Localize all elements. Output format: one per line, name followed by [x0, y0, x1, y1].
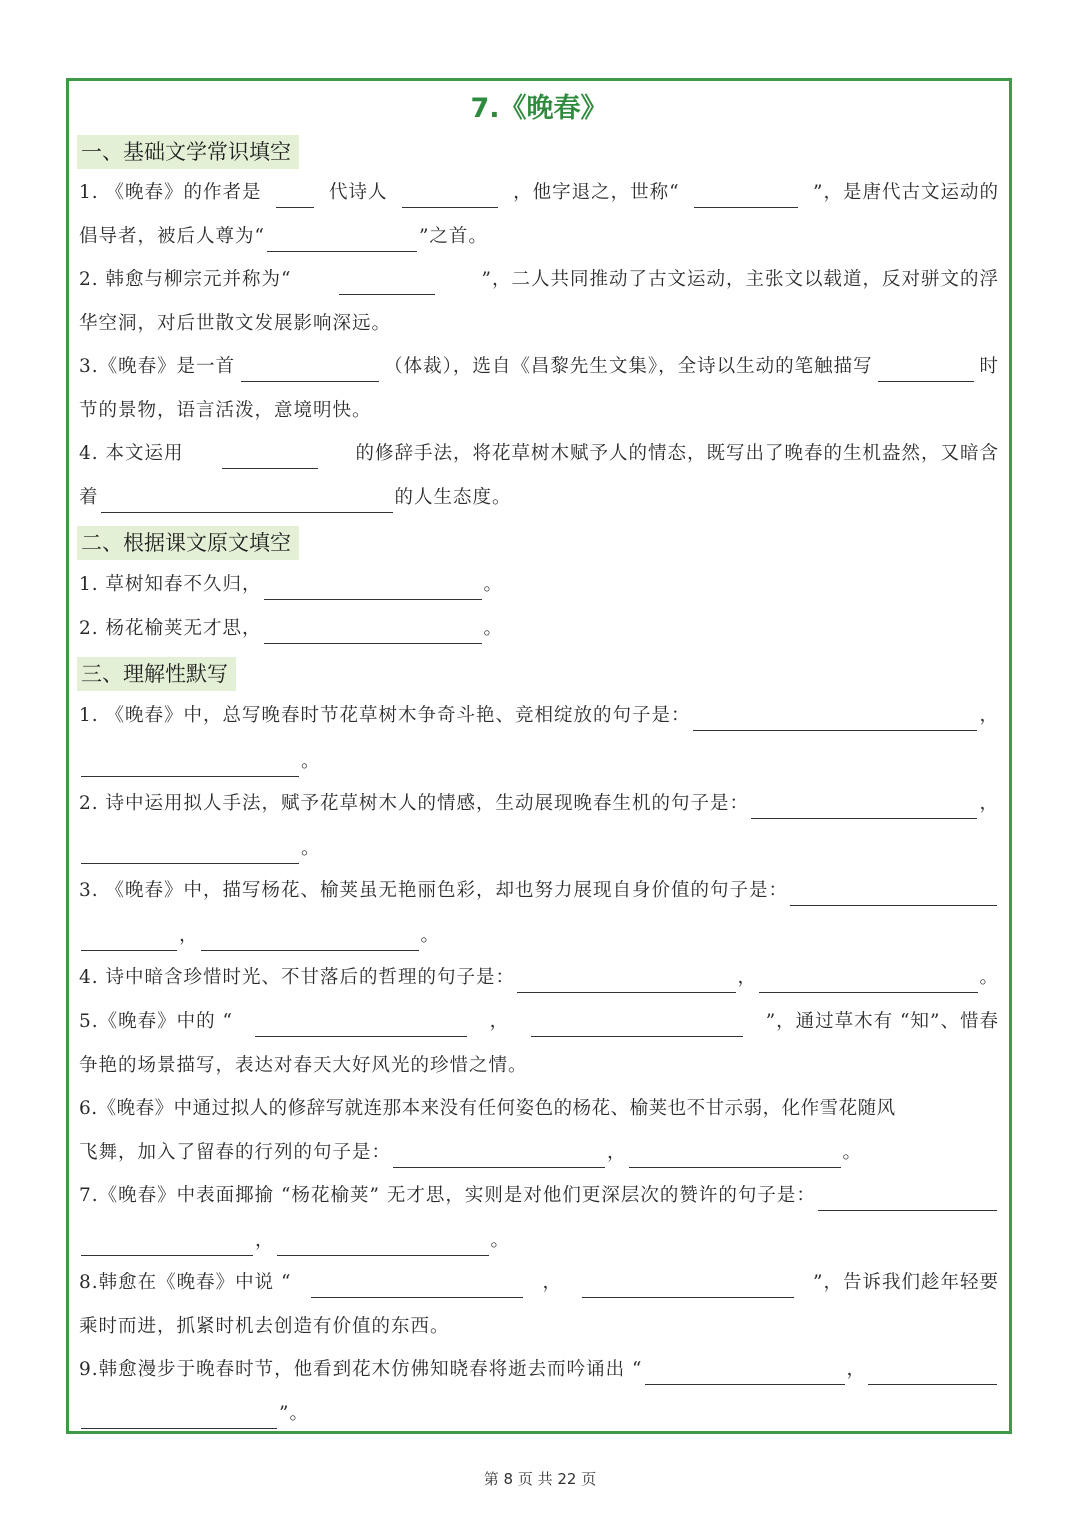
understand-9-line-2 [79, 1399, 999, 1429]
question-1-line-2 [79, 222, 999, 252]
answer-blank[interactable] [264, 621, 482, 644]
question-text: 。 [301, 838, 321, 859]
answer-blank[interactable] [81, 1233, 253, 1256]
answer-blank[interactable] [101, 490, 393, 513]
understand-6-line-2 [79, 1138, 999, 1168]
answer-blank[interactable] [241, 359, 379, 382]
question-text: ”。 [279, 1403, 309, 1424]
answer-blank[interactable] [878, 359, 974, 382]
question-3-line-2: 节的景物，语言活泼，意境明快。 [79, 400, 372, 421]
understand-4 [79, 963, 999, 993]
worksheet-frame [66, 78, 1012, 1434]
question-text: ， [489, 1011, 510, 1032]
question-text: ”，通过草木有 “知”、惜春 [765, 1011, 999, 1032]
question-text: 5.《晚春》中的 “ [79, 1011, 233, 1032]
question-text: ， [542, 1272, 563, 1293]
question-text: ， [979, 793, 999, 814]
answer-blank[interactable] [201, 928, 419, 951]
understand-3-line-1 [79, 876, 999, 906]
answer-blank[interactable] [255, 1014, 467, 1037]
question-text: 4. 本文运用 [79, 443, 184, 464]
question-text: 的修辞手法，将花草树木赋予人的情态，既写出了晚春的生机盎然，又暗含 [355, 443, 999, 464]
question-text: ”，告诉我们趁年轻要 [813, 1272, 999, 1293]
answer-blank[interactable] [751, 796, 977, 819]
answer-blank[interactable] [339, 272, 435, 295]
answer-blank[interactable] [81, 841, 299, 864]
question-text: 1. 草树知春不久归， [79, 574, 262, 595]
question-text: 2. 诗中运用拟人手法，赋予花草树木人的情感，生动展现晚春生机的句子是： [79, 793, 750, 814]
question-2-line-2: 华空洞，对后世散文发展影响深远。 [79, 313, 392, 334]
understand-2-line-2 [79, 834, 999, 864]
question-text: ”之首。 [418, 226, 488, 247]
question-text: ”，是唐代古文运动的 [813, 182, 999, 203]
section-heading-recite: 二、根据课文原文填空 [77, 526, 299, 560]
question-text: 。 [420, 925, 441, 946]
answer-blank[interactable] [645, 1362, 845, 1385]
understand-1-line-1 [79, 701, 999, 731]
answer-blank[interactable] [222, 446, 318, 469]
question-text: ， [846, 1359, 867, 1380]
answer-blank[interactable] [818, 1188, 997, 1211]
question-4-line-1 [79, 439, 999, 469]
understand-9-line-1 [79, 1355, 999, 1385]
answer-blank[interactable] [790, 883, 997, 906]
answer-blank[interactable] [311, 1275, 523, 1298]
question-text: 。 [842, 1142, 863, 1163]
understand-7-line-2 [79, 1226, 999, 1256]
answer-blank[interactable] [759, 970, 977, 993]
answer-blank[interactable] [81, 1406, 277, 1429]
answer-blank[interactable] [81, 928, 177, 951]
question-4-line-2 [79, 483, 999, 513]
question-text: 2. 韩愈与柳宗元并称为“ [79, 269, 292, 290]
understand-3-line-2 [79, 921, 999, 951]
answer-blank[interactable] [694, 185, 798, 208]
question-text: 飞舞，加入了留春的行列的句子是： [79, 1142, 392, 1163]
understand-6-line-1: 6.《晚春》中通过拟人的修辞写就连那本来没有任何姿色的杨花、榆荚也不甘示弱，化作雪花随风 [79, 1098, 896, 1119]
question-text: 3. 《晚春》中，描写杨花、榆荚虽无艳丽色彩，却也努力展现自身价值的句子是： [79, 880, 789, 901]
page-title: 7.《晚春》 [470, 93, 608, 124]
question-text: ， [737, 967, 758, 988]
question-text: ，他字退之，世称“ [513, 182, 680, 203]
question-2-line-1 [79, 265, 999, 295]
question-text: 7.《晚春》中表面揶揄 “杨花榆荚” 无才思，实则是对他们更深层次的赞许的句子是： [79, 1185, 816, 1206]
question-text: 1. 《晚春》中，总写晚春时节花草树木争奇斗艳、竞相绽放的句子是： [79, 705, 691, 726]
answer-blank[interactable] [277, 1233, 489, 1256]
page-footer: 第 8 页 共 22 页 [483, 1470, 597, 1488]
question-text: 的人生态度。 [394, 487, 512, 508]
question-text: 8.韩愈在《晚春》中说 “ [79, 1272, 292, 1293]
question-text: 代诗人 [329, 182, 388, 203]
fill-1 [79, 570, 999, 600]
question-text: ”，二人共同推动了古文运动，主张文以载道，反对骈文的浮 [481, 269, 999, 290]
question-text: 着 [79, 487, 99, 508]
question-text: 时 [979, 356, 999, 377]
understand-8-line-2: 乘时而进，抓紧时机去创造有价值的东西。 [79, 1316, 450, 1337]
question-1-line-1 [79, 178, 999, 208]
question-text: 3.《晚春》是一首 [79, 356, 236, 377]
question-text: 。 [301, 751, 321, 772]
question-3-line-1 [79, 352, 999, 382]
question-text: 倡导者，被后人尊为“ [79, 226, 265, 247]
answer-blank[interactable] [868, 1362, 997, 1385]
answer-blank[interactable] [267, 229, 417, 252]
fill-2 [79, 614, 999, 644]
answer-blank[interactable] [629, 1145, 841, 1168]
answer-blank[interactable] [264, 577, 482, 600]
answer-blank[interactable] [393, 1145, 605, 1168]
understand-7-line-1 [79, 1181, 999, 1211]
question-text: 2. 杨花榆荚无才思， [79, 618, 262, 639]
question-text: 。 [483, 574, 504, 595]
answer-blank[interactable] [531, 1014, 743, 1037]
understand-5-line-1 [79, 1007, 999, 1037]
answer-blank[interactable] [693, 708, 978, 731]
question-text: 4. 诗中暗含珍惜时光、不甘落后的哲理的句子是： [79, 967, 516, 988]
question-text: 。 [979, 967, 1000, 988]
understand-8-line-1 [79, 1268, 999, 1298]
understand-2-line-1 [79, 789, 999, 819]
answer-blank[interactable] [276, 185, 314, 208]
question-text: ， [607, 1142, 627, 1163]
question-text: ， [179, 925, 199, 946]
section-heading-basic: 一、基础文学常识填空 [77, 135, 299, 169]
question-text: 1. 《晚春》的作者是 [79, 182, 262, 203]
question-text: ， [255, 1230, 275, 1251]
answer-blank[interactable] [402, 185, 498, 208]
understand-1-line-2 [79, 747, 999, 777]
answer-blank[interactable] [517, 970, 735, 993]
question-text: （体裁），选自《昌黎先生文集》，全诗以生动的笔触描写 [384, 356, 873, 377]
question-text: 。 [490, 1230, 511, 1251]
section-heading-understanding: 三、理解性默写 [77, 657, 236, 691]
understand-5-line-2: 争艳的场景描写，表达对春天大好风光的珍惜之情。 [79, 1055, 528, 1076]
question-text: ， [979, 705, 999, 726]
answer-blank[interactable] [582, 1275, 794, 1298]
answer-blank[interactable] [81, 754, 299, 777]
question-text: 9.韩愈漫步于晚春时节，他看到花木仿佛知晓春将逝去而吟诵出 “ [79, 1359, 643, 1380]
question-text: 。 [483, 618, 504, 639]
